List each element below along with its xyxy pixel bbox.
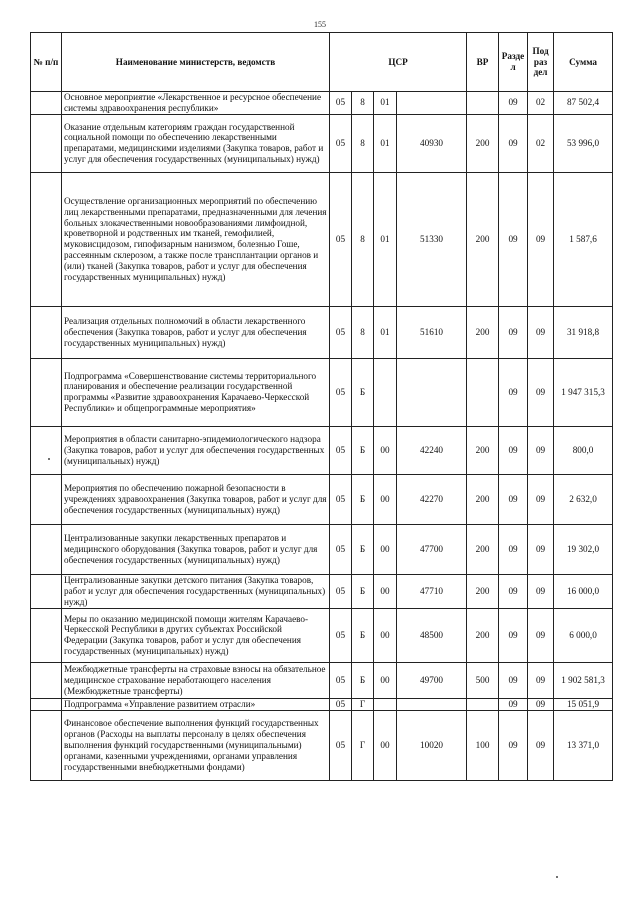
cell-csr-program: 05 [330,710,352,780]
cell-csr-subprogram: 8 [352,172,374,306]
cell-csr-subprogram: Б [352,574,374,608]
cell-summa: 87 502,4 [554,92,613,115]
cell-podrazdel: 09 [528,574,554,608]
cell-num [31,698,62,710]
cell-vr: 200 [467,608,499,662]
cell-csr-code: 51610 [397,306,467,358]
table-row [31,574,613,608]
table-row [31,306,613,358]
cell-csr-event [374,358,397,426]
cell-vr: 200 [467,474,499,524]
cell-razdel: 09 [499,172,528,306]
cell-num [31,524,62,574]
cell-summa: 6 000,0 [554,608,613,662]
cell-summa: 16 000,0 [554,574,613,608]
table-header-row [31,33,613,92]
cell-csr-event: 01 [374,114,397,172]
cell-name: Оказание отдельным категориям граждан государственной социальной помощи по обеспечению лекарственными препаратами, медицинскими изделиями (Закупка товаров, работ и услуг для обеспечения государственных (муниципальных) нужд) [62,114,330,172]
table-row [31,698,613,710]
cell-csr-code [397,698,467,710]
cell-summa: 19 302,0 [554,524,613,574]
cell-summa: 1 587,6 [554,172,613,306]
table-row [31,662,613,698]
cell-csr-program: 05 [330,172,352,306]
cell-csr-event: 00 [374,574,397,608]
cell-summa: 1 902 581,3 [554,662,613,698]
cell-csr-program: 05 [330,474,352,524]
cell-csr-program: 05 [330,662,352,698]
cell-podrazdel: 02 [528,114,554,172]
cell-csr-program: 05 [330,92,352,115]
page-number: 155 [314,20,326,29]
cell-razdel: 09 [499,306,528,358]
table-row [31,114,613,172]
table-row [31,172,613,306]
cell-podrazdel: 09 [528,306,554,358]
cell-podrazdel: 09 [528,608,554,662]
cell-csr-subprogram: 8 [352,92,374,115]
cell-csr-program: 05 [330,114,352,172]
scan-speck [556,876,558,878]
cell-csr-program: 05 [330,358,352,426]
cell-summa: 31 918,8 [554,306,613,358]
cell-csr-program: 05 [330,524,352,574]
cell-csr-code: 48500 [397,608,467,662]
cell-razdel: 09 [499,662,528,698]
cell-csr-code: 10020 [397,710,467,780]
cell-csr-subprogram: 8 [352,306,374,358]
cell-num [31,474,62,524]
cell-name: Централизованные закупки детского питания (Закупка товаров, работ и услуг для обеспечения государственных (муниципальных) нужд) [62,574,330,608]
cell-razdel: 09 [499,92,528,115]
budget-table [30,32,613,781]
cell-podrazdel: 09 [528,172,554,306]
cell-vr [467,92,499,115]
table-row [31,358,613,426]
cell-csr-program: 05 [330,306,352,358]
header-summa: Сумма [554,33,613,92]
cell-csr-subprogram: Г [352,710,374,780]
cell-num [31,358,62,426]
cell-summa: 2 632,0 [554,474,613,524]
cell-name: Централизованные закупки лекарственных препаратов и медицинского оборудования (Закупка товаров, работ и услуг для обеспечения государственных (муниципальных) нужд) [62,524,330,574]
cell-razdel: 09 [499,524,528,574]
cell-name: Подпрограмма «Совершенствование системы территориального планирования и обеспечение реализации государственной программы «Развитие здравоохранения Карачаево-Черкесской Республики» и общепрограммные мероприятия» [62,358,330,426]
cell-name: Мероприятия в области санитарно-эпидемиологического надзора (Закупка товаров, работ и услуг для обеспечения государственных (муниципальных) нужд) [62,426,330,474]
cell-podrazdel: 09 [528,524,554,574]
cell-num [31,608,62,662]
cell-vr: 200 [467,114,499,172]
cell-csr-code: 42240 [397,426,467,474]
table-row [31,710,613,780]
cell-summa: 53 996,0 [554,114,613,172]
cell-razdel: 09 [499,474,528,524]
cell-csr-event: 00 [374,710,397,780]
cell-podrazdel: 09 [528,710,554,780]
header-razdel: Разде л [499,33,528,92]
cell-name: Меры по оказанию медицинской помощи жителям Карачаево-Черкесской Республики в других субъектах Российской Федерации (Закупка товаров, работ и услуг для обеспечения государственных (муниципальных) нужд) [62,608,330,662]
cell-razdel: 09 [499,358,528,426]
cell-csr-code: 51330 [397,172,467,306]
cell-name: Межбюджетные трансферты на страховые взносы на обязательное медицинское страхование неработающего населения (Межбюджетные трансферты) [62,662,330,698]
cell-csr-code: 47710 [397,574,467,608]
cell-csr-event: 00 [374,608,397,662]
cell-vr [467,698,499,710]
cell-csr-code: 47700 [397,524,467,574]
cell-razdel: 09 [499,426,528,474]
cell-num [31,710,62,780]
cell-vr: 200 [467,426,499,474]
cell-name: Осуществление организационных мероприятий по обеспечению лиц лекарственными препаратами, предназначенными для лечения больных злокачественными новообразованиями лимфоидной, кроветворной и родственных им тканей, гемофилией, муковисцидозом, гипофизарным нанизмом, болезнью Гоше, рассеянным склерозом, а также после трансплантации органов и (или) тканей (Закупка товаров, работ и услуг для обеспечения государственных муниципальных) нужд) [62,172,330,306]
cell-csr-subprogram: 8 [352,114,374,172]
cell-csr-code [397,92,467,115]
cell-podrazdel: 09 [528,358,554,426]
header-num: № п/п [31,33,62,92]
cell-vr: 200 [467,524,499,574]
cell-csr-code [397,358,467,426]
cell-csr-event: 00 [374,474,397,524]
cell-csr-program: 05 [330,698,352,710]
cell-csr-event [374,698,397,710]
cell-name: Реализация отдельных полномочий в области лекарственного обеспечения (Закупка товаров, работ и услуг для обеспечения государственных муниципальных) нужд) [62,306,330,358]
cell-csr-subprogram: Б [352,662,374,698]
cell-csr-code: 42270 [397,474,467,524]
cell-num [31,306,62,358]
cell-name: Подпрограмма «Управление развитием отрасли» [62,698,330,710]
table-row [31,92,613,115]
cell-csr-event: 01 [374,92,397,115]
cell-name: Основное мероприятие «Лекарственное и ресурсное обеспечение системы здравоохранения республики» [62,92,330,115]
cell-vr: 200 [467,306,499,358]
cell-csr-subprogram: Б [352,608,374,662]
cell-razdel: 09 [499,698,528,710]
scan-speck [48,458,50,460]
cell-summa: 15 051,9 [554,698,613,710]
cell-vr: 200 [467,172,499,306]
cell-csr-program: 05 [330,574,352,608]
cell-podrazdel: 09 [528,698,554,710]
cell-csr-program: 05 [330,608,352,662]
cell-num [31,662,62,698]
cell-vr: 100 [467,710,499,780]
cell-summa: 800,0 [554,426,613,474]
header-name: Наименование министерств, ведомств [62,33,330,92]
header-podrazdel: Под раз дел [528,33,554,92]
cell-vr [467,358,499,426]
cell-csr-subprogram: Б [352,426,374,474]
cell-vr: 500 [467,662,499,698]
table-row [31,474,613,524]
cell-csr-code: 49700 [397,662,467,698]
table-row [31,524,613,574]
cell-name: Мероприятия по обеспечению пожарной безопасности в учреждениях здравоохранения (Закупка товаров, работ и услуг для обеспечения государственных (муниципальных) нужд) [62,474,330,524]
cell-csr-code: 40930 [397,114,467,172]
cell-num [31,92,62,115]
cell-podrazdel: 02 [528,92,554,115]
cell-csr-subprogram: Г [352,698,374,710]
cell-podrazdel: 09 [528,662,554,698]
cell-csr-subprogram: Б [352,524,374,574]
cell-razdel: 09 [499,608,528,662]
header-csr: ЦСР [330,33,467,92]
cell-num [31,114,62,172]
table-row [31,608,613,662]
cell-razdel: 09 [499,114,528,172]
header-vr: ВР [467,33,499,92]
cell-csr-subprogram: Б [352,474,374,524]
cell-csr-event: 00 [374,426,397,474]
cell-csr-event: 00 [374,662,397,698]
table-row [31,426,613,474]
cell-podrazdel: 09 [528,474,554,524]
cell-razdel: 09 [499,574,528,608]
cell-csr-event: 01 [374,172,397,306]
cell-num [31,574,62,608]
cell-summa: 1 947 315,3 [554,358,613,426]
cell-num [31,426,62,474]
cell-csr-event: 00 [374,524,397,574]
cell-csr-subprogram: Б [352,358,374,426]
cell-podrazdel: 09 [528,426,554,474]
cell-razdel: 09 [499,710,528,780]
cell-csr-event: 01 [374,306,397,358]
cell-name: Финансовое обеспечение выполнения функций государственных органов (Расходы на выплаты персоналу в целях обеспечения выполнения функций государственными (муниципальными) органами, казенными учреждениями, органами управления государственными внебюджетными фондами) [62,710,330,780]
cell-summa: 13 371,0 [554,710,613,780]
cell-num [31,172,62,306]
table-body [31,92,613,781]
cell-vr: 200 [467,574,499,608]
cell-csr-program: 05 [330,426,352,474]
